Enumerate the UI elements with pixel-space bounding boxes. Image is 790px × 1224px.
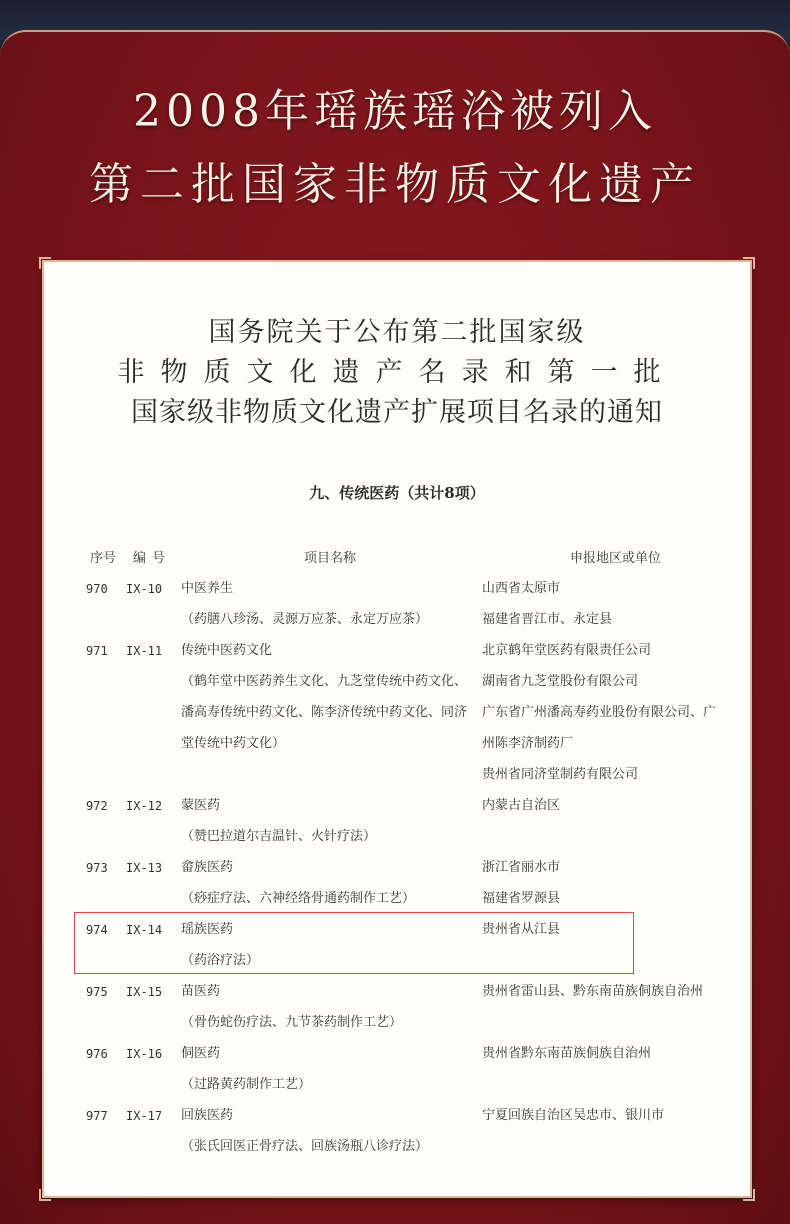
row-code: IX-10 xyxy=(126,582,163,596)
row-name: 蒙医药 xyxy=(181,798,221,813)
row-seq: 974 xyxy=(86,923,108,937)
row-name: 回族医药 xyxy=(181,1108,234,1123)
row-name: （过路黄药制作工艺） xyxy=(181,1077,312,1092)
corner-ornament xyxy=(743,257,755,269)
table-row xyxy=(44,1075,750,1106)
table-row xyxy=(44,641,750,672)
row-seq: 972 xyxy=(86,799,108,813)
row-name: （张氏回医正骨疗法、回族汤瓶八诊疗法） xyxy=(181,1139,429,1154)
row-name: （痧症疗法、六神经络骨通药制作工艺） xyxy=(181,891,416,906)
corner-ornament xyxy=(743,1189,755,1201)
document-title-line-2: 非物质文化遗产名录和第一批 xyxy=(117,357,677,388)
row-name: 畲族医药 xyxy=(181,860,234,875)
row-region: 福建省罗源县 xyxy=(482,891,561,906)
table-row xyxy=(44,610,750,641)
row-code: IX-16 xyxy=(126,1047,163,1061)
table-row xyxy=(44,765,750,796)
row-code: IX-15 xyxy=(126,985,163,999)
row-name: 瑶族医药 xyxy=(181,922,234,937)
row-name: 中医养生 xyxy=(181,581,234,596)
row-seq: 975 xyxy=(86,985,108,999)
row-region: 湖南省九芝堂股份有限公司 xyxy=(482,674,639,689)
row-name: （骨伤蛇伤疗法、九节茶药制作工艺） xyxy=(181,1015,403,1030)
row-name: （药浴疗法） xyxy=(181,953,260,968)
table-row xyxy=(44,579,750,610)
row-region: 贵州省黔东南苗族侗族自治州 xyxy=(482,1046,652,1061)
row-region: 福建省晋江市、永定县 xyxy=(482,612,613,627)
row-name: 潘高寿传统中药文化、陈李济传统中药文化、同济 xyxy=(181,705,468,720)
header-seq: 序号 xyxy=(90,551,117,566)
table-row xyxy=(44,672,750,703)
row-code: IX-11 xyxy=(126,644,163,658)
row-region: 贵州省同济堂制药有限公司 xyxy=(482,767,639,782)
table-row xyxy=(44,734,750,765)
table-row xyxy=(44,1044,750,1075)
highlight-box xyxy=(74,912,634,974)
corner-ornament xyxy=(39,1189,51,1201)
row-name: （药膳八珍汤、灵源万应茶、永定万应茶） xyxy=(181,612,429,627)
row-region: 贵州省雷山县、黔东南苗族侗族自治州 xyxy=(482,984,704,999)
row-region: 宁夏回族自治区吴忠市、银川市 xyxy=(482,1108,665,1123)
table-row xyxy=(44,858,750,889)
row-name: （赞巴拉道尔吉温针、火针疗法） xyxy=(181,829,377,844)
section-title: 九、传统医药（共计8项） xyxy=(309,484,485,502)
headline-line-2: 第二批国家非物质文化遗产 xyxy=(89,159,701,210)
row-seq: 973 xyxy=(86,861,108,875)
row-seq: 976 xyxy=(86,1047,108,1061)
table-header xyxy=(44,547,750,567)
row-seq: 977 xyxy=(86,1109,108,1123)
row-name: 传统中医药文化 xyxy=(181,643,273,658)
table-row xyxy=(44,982,750,1013)
row-name: 堂传统中药文化） xyxy=(181,736,286,751)
document-title-line-1: 国务院关于公布第二批国家级 xyxy=(208,317,586,348)
table-row xyxy=(44,1013,750,1044)
row-code: IX-17 xyxy=(126,1109,163,1123)
row-code: IX-14 xyxy=(126,923,163,937)
table-row xyxy=(44,827,750,858)
table-row xyxy=(44,1137,750,1168)
row-seq: 971 xyxy=(86,644,108,658)
row-region: 广东省广州潘高寿药业股份有限公司、广 xyxy=(482,705,717,720)
row-region: 州陈李济制药厂 xyxy=(482,736,574,751)
row-name: （鹤年堂中医药养生文化、九芝堂传统中药文化、 xyxy=(181,674,468,689)
headline-line-1: 2008年瑶族瑶浴被列入 xyxy=(133,86,657,137)
table-row xyxy=(44,703,750,734)
header-region: 申报地区或单位 xyxy=(570,551,662,566)
row-region: 贵州省从江县 xyxy=(482,922,561,937)
table-row xyxy=(44,1106,750,1137)
document-title-line-3: 国家级非物质文化遗产扩展项目名录的通知 xyxy=(131,397,663,428)
row-region: 山西省太原市 xyxy=(482,581,561,596)
row-region: 浙江省丽水市 xyxy=(482,860,561,875)
row-code: IX-12 xyxy=(126,799,163,813)
header-name: 项目名称 xyxy=(304,551,357,566)
row-region: 内蒙古自治区 xyxy=(482,798,561,813)
row-name: 苗医药 xyxy=(181,984,221,999)
entries-list xyxy=(44,579,750,1168)
corner-ornament xyxy=(39,257,51,269)
document-paper xyxy=(42,260,752,1198)
row-code: IX-13 xyxy=(126,861,163,875)
header-code: 编号 xyxy=(133,551,172,566)
row-seq: 970 xyxy=(86,582,108,596)
row-name: 侗医药 xyxy=(181,1046,221,1061)
table-row xyxy=(44,796,750,827)
row-region: 北京鹤年堂医药有限责任公司 xyxy=(482,643,652,658)
